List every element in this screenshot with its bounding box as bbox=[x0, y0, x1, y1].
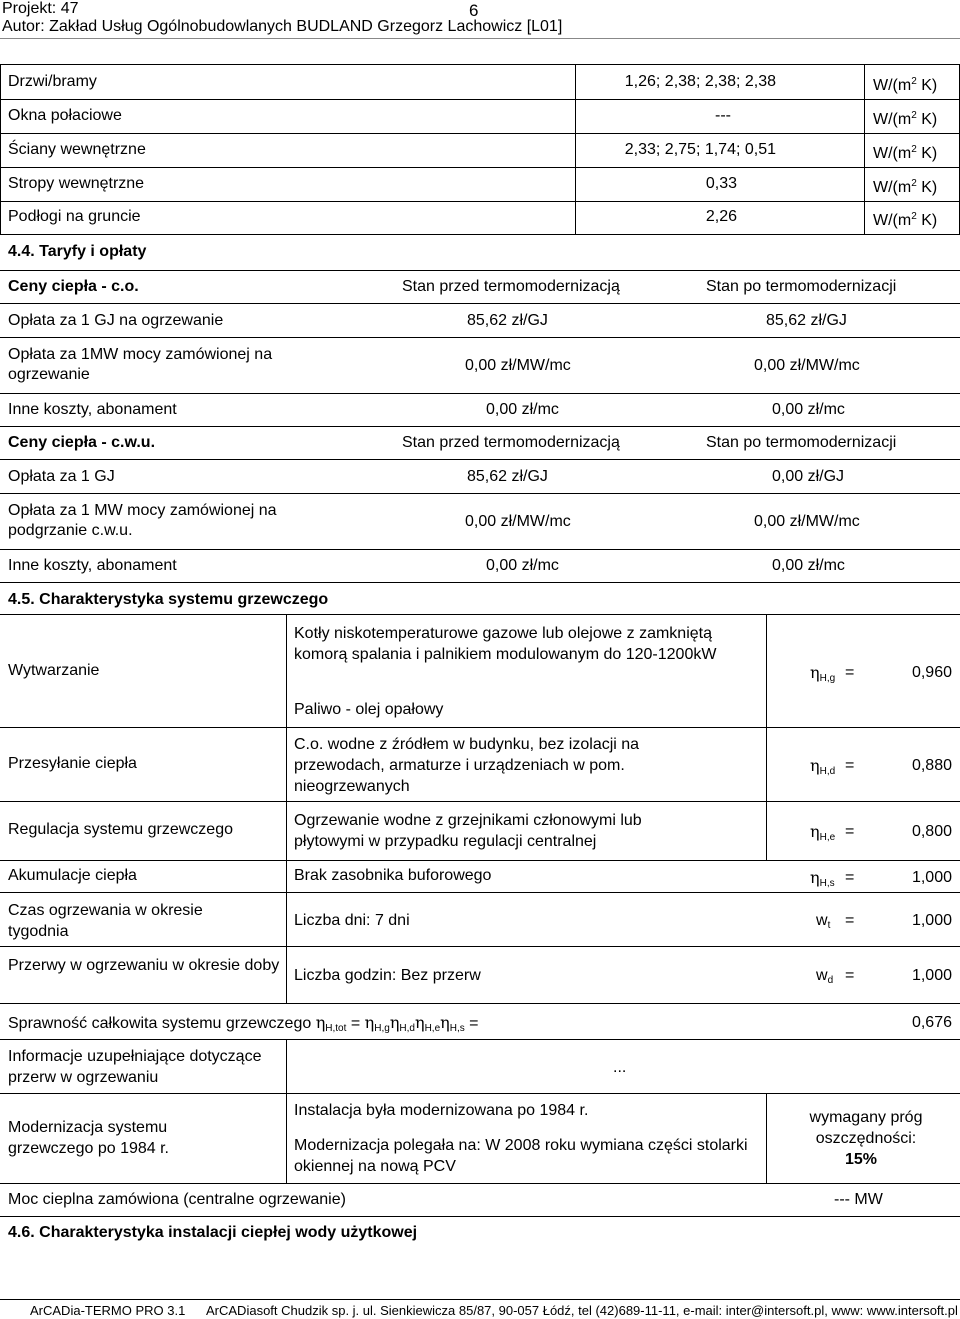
co-col-before: Stan przed termomodernizacją bbox=[402, 278, 620, 295]
heating-fuel: Paliwo - olej opałowy bbox=[294, 701, 444, 718]
u-table-border bbox=[0, 64, 960, 65]
tariff-row-after: 0,00 zł/MW/mc bbox=[754, 513, 860, 530]
w-value-d: 1,000 bbox=[911, 967, 952, 984]
eta-value-g: 0,960 bbox=[911, 664, 952, 681]
footer-rule bbox=[0, 1299, 960, 1300]
tariff-row-before: 85,62 zł/GJ bbox=[467, 312, 548, 329]
heating-desc-day: Liczba godzin: Bez przerw bbox=[294, 967, 481, 984]
u-row-unit: $W/(m^2$ K) bbox=[873, 178, 938, 196]
section-title-dhw: 4.6. Charakterystyka instalacji ciepłej wody użytkowej bbox=[8, 1224, 418, 1241]
heating-label-week: Czas ogrzewania w okresie tygodnia bbox=[8, 902, 203, 940]
u-row-unit: $W/(m^2$ K) bbox=[873, 110, 938, 128]
cwu-col-after: Stan po termomodernizacji bbox=[706, 434, 897, 451]
tariff-row-before: 0,00 zł/mc bbox=[486, 557, 559, 574]
tariff-row-label: Inne koszty, abonament bbox=[8, 557, 177, 574]
ordered-power-label: Moc cieplna zamówiona (centralne ogrzewanie) bbox=[8, 1191, 346, 1208]
info-value: ... bbox=[613, 1059, 627, 1076]
modernization-line1: Instalacja była modernizowana po 1984 r. bbox=[294, 1102, 589, 1119]
eta-value-d: 0,880 bbox=[911, 757, 952, 774]
footer-software: ArCADia-TERMO PRO 3.1 bbox=[30, 1303, 186, 1318]
u-row-label: Podłogi na gruncie bbox=[8, 208, 141, 225]
u-row-value: 1,26; 2,38; 2,38; 2,38 bbox=[624, 73, 776, 90]
heating-label-regulation: Regulacja systemu grzewczego bbox=[8, 821, 233, 838]
u-row-label: Drzwi/bramy bbox=[8, 73, 97, 90]
cwu-title: Ceny ciepła - c.w.u. bbox=[8, 434, 156, 451]
page-number: 6 bbox=[469, 1, 479, 20]
heating-desc-distribution: C.o. wodne z źródłem w budynku, bez izolacji na przewodach, armaturze i urządzeniach w pom. nieogrzewanych bbox=[294, 736, 640, 795]
u-row-unit: $W/(m^2$ K) bbox=[873, 76, 938, 94]
author: Autor: Zakład Usług Ogólnobudowlanych BUDLAND Grzegorz Lachowicz [L01] bbox=[2, 18, 563, 35]
eq-sign: = bbox=[845, 664, 855, 681]
eq-sign: = bbox=[845, 967, 855, 984]
tariff-row-label: Opłata za 1MW mocy zamówionej na ogrzewanie bbox=[8, 346, 273, 383]
u-row-unit: $W/(m^2$ K) bbox=[873, 211, 938, 229]
tariff-row-label: Opłata za 1 GJ bbox=[8, 468, 115, 485]
info-label: Informacje uzupełniające dotyczące przerw w ogrzewaniu bbox=[8, 1048, 262, 1086]
heating-label-generation: Wytwarzanie bbox=[8, 662, 100, 679]
eq-sign: = bbox=[845, 757, 855, 774]
eta-symbol-s: $\eta_{H,s}$ bbox=[810, 868, 835, 889]
total-efficiency-value: 0,676 bbox=[911, 1014, 952, 1031]
total-efficiency: Sprawność całkowita systemu grzewczego $\eta_{H,tot} = \eta_{H,g}\eta_{H,d}\eta_{H,e}\eta_{H,s}$ = bbox=[8, 1013, 479, 1034]
section-title-tariffs: 4.4. Taryfy i opłaty bbox=[8, 243, 147, 260]
eta-value-e: 0,800 bbox=[911, 823, 952, 840]
eta-symbol-d: $\eta_{H,d}$ bbox=[810, 756, 836, 777]
heating-label-storage: Akumulacje ciepła bbox=[8, 867, 137, 884]
section-title-heating: 4.5. Charakterystyka systemu grzewczego bbox=[8, 591, 329, 608]
w-value-t: 1,000 bbox=[911, 912, 952, 929]
tariff-row-after: 0,00 zł/mc bbox=[772, 557, 845, 574]
tariff-row-before: 0,00 zł/MW/mc bbox=[465, 357, 571, 374]
tariff-row-after: 0,00 zł/GJ bbox=[772, 468, 845, 485]
eta-symbol-e: $\eta_{H,e}$ bbox=[810, 822, 836, 843]
project-number: Projekt: 47 bbox=[2, 0, 79, 17]
tariff-row-label: Inne koszty, abonament bbox=[8, 401, 177, 418]
eq-sign: = bbox=[845, 912, 855, 929]
u-row-unit: $W/(m^2$ K) bbox=[873, 144, 938, 162]
cwu-col-before: Stan przed termomodernizacją bbox=[402, 434, 620, 451]
tariff-row-after: 0,00 zł/mc bbox=[772, 401, 845, 418]
co-col-after: Stan po termomodernizacji bbox=[706, 278, 897, 295]
co-title: Ceny ciepła - c.o. bbox=[8, 278, 139, 295]
eq-sign: = bbox=[845, 869, 855, 886]
eq-sign: = bbox=[845, 823, 855, 840]
heating-desc-week: Liczba dni: 7 dni bbox=[294, 912, 410, 929]
tariff-row-after: 0,00 zł/MW/mc bbox=[754, 357, 860, 374]
ordered-power-value: --- MW bbox=[834, 1191, 883, 1208]
heating-label-distribution: Przesyłanie ciepła bbox=[8, 755, 137, 772]
footer-company: ArCADiasoft Chudzik sp. j. ul. Sienkiewicza 85/87, 90-057 Łódź, tel (42)689-11-11, e-mail: inter@intersoft.pl, www: www.intersoft.pl bbox=[206, 1303, 958, 1318]
tariff-row-label: Opłata za 1 GJ na ogrzewanie bbox=[8, 312, 224, 329]
u-row-label: Okna połaciowe bbox=[8, 107, 122, 124]
tariff-row-label: Opłata za 1 MW mocy zamówionej na podgrzanie c.w.u. bbox=[8, 502, 277, 539]
w-symbol-t: $w_t$ bbox=[816, 912, 831, 931]
tariff-row-after: 85,62 zł/GJ bbox=[766, 312, 847, 329]
tariff-row-before: 0,00 zł/MW/mc bbox=[465, 513, 571, 530]
tariff-row-before: 0,00 zł/mc bbox=[486, 401, 559, 418]
u-row-label: Ściany wewnętrzne bbox=[8, 141, 146, 158]
eta-value-s: 1,000 bbox=[911, 869, 952, 886]
w-symbol-d: $w_d$ bbox=[816, 967, 834, 986]
modernization-line2: Modernizacja polegała na: W 2008 roku wymiana części stolarki okiennej na nową PCV bbox=[294, 1137, 748, 1175]
u-row-value: --- bbox=[715, 107, 731, 124]
modernization-label: Modernizacja systemu grzewczego po 1984 r. bbox=[8, 1119, 169, 1157]
threshold-label: wymagany próg oszczędności: bbox=[809, 1109, 923, 1147]
heating-desc-regulation: Ogrzewanie wodne z grzejnikami członowymi lub płytowymi w przypadku regulacji centralnej bbox=[294, 812, 642, 850]
u-row-value: 2,26 bbox=[705, 208, 737, 225]
u-row-value: 0,33 bbox=[705, 175, 737, 192]
tariff-row-before: 85,62 zł/GJ bbox=[467, 468, 548, 485]
heating-desc-storage: Brak zasobnika buforowego bbox=[294, 867, 492, 884]
threshold-value: 15% bbox=[844, 1151, 878, 1168]
heating-desc-generation: Kotły niskotemperaturowe gazowe lub olejowe z zamkniętą komorą spalania i palnikiem modulowanym do 120-1200kW bbox=[294, 625, 717, 663]
u-row-label: Stropy wewnętrzne bbox=[8, 175, 145, 192]
heating-label-day: Przerwy w ogrzewaniu w okresie doby bbox=[8, 957, 280, 974]
u-row-value: 2,33; 2,75; 1,74; 0,51 bbox=[624, 141, 776, 158]
header-rule bbox=[0, 38, 960, 39]
eta-symbol-g: $\eta_{H,g}$ bbox=[810, 663, 836, 684]
